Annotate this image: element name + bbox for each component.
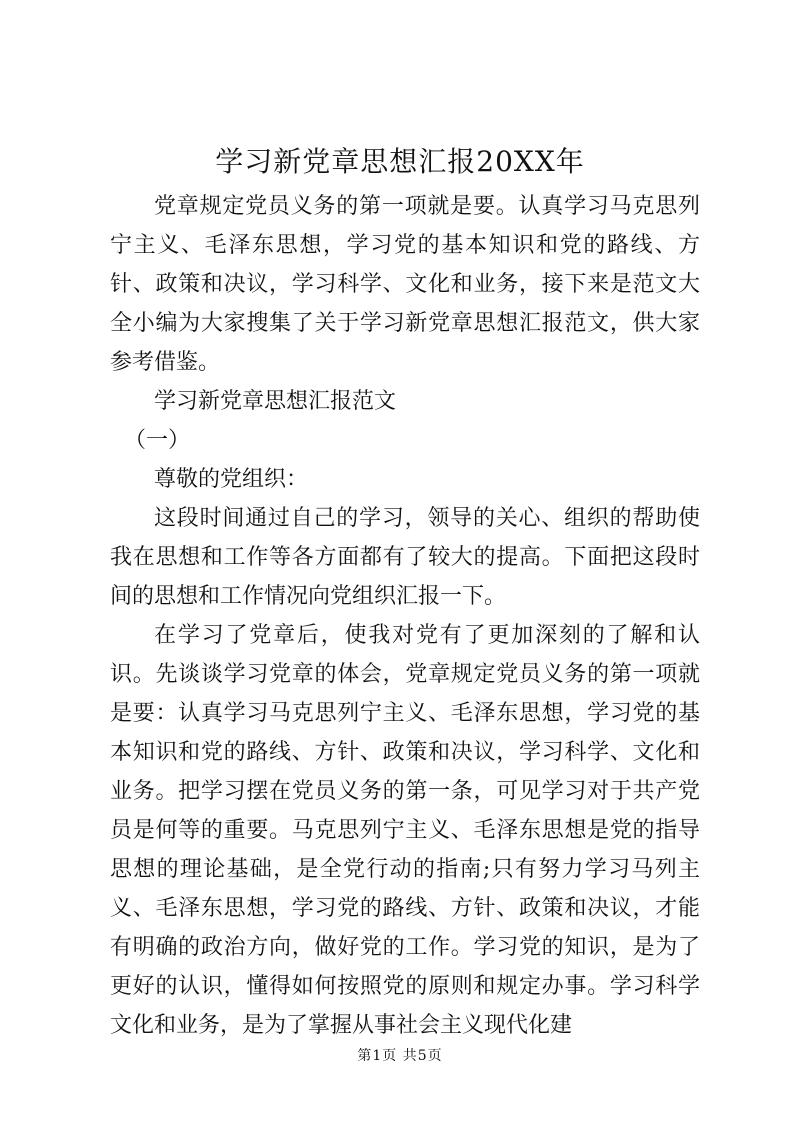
paragraph-progress: 这段时间通过自己的学习，领导的关心、组织的帮助使我在思想和工作等各方面都有了较大的提高。下面把这段时间的思想和工作情况向党组织汇报一下。 — [110, 506, 700, 609]
document-body — [110, 187, 700, 1045]
paragraph-intro: 党章规定党员义务的第一项就是要。认真学习马克思列宁主义、毛泽东思想，学习党的基本知识和党的路线、方针、政策和决议，学习科学、文化和业务，接下来是范文大全小编为大家搜集了关于学习新党章思想汇报范文，供大家参考借鉴。 — [110, 194, 700, 375]
section-number: （一） — [124, 428, 191, 453]
section-heading: 学习新党章思想汇报范文 — [154, 389, 397, 414]
document-title: 学习新党章思想汇报20XX年 — [215, 145, 585, 178]
paragraph-study: 在学习了党章后，使我对党有了更加深刻的了解和认识。先谈谈学习党章的体会，党章规定党员义务的第一项就是要：认真学习马克思列宁主义、毛泽东思想，学习党的基本知识和党的路线、方针、政策和决议，学习科学、文化和业务。把学习摆在党员义务的第一条，可见学习对于共产党员是何等的重要。马克思列宁主义、毛泽东思想是党的指导思想的理论基础，是全党行动的指南;只有努力学习马列主义、毛泽东思想，学习党的路线、方针、政策和决议，才能有明确的政治方向，做好党的工作。学习党的知识，是为了更好的认识，懂得如何按照党的原则和规定办事。学习科学文化和业务，是为了掌握从事社会主义现代化建 — [110, 623, 700, 1038]
salutation: 尊敬的党组织： — [154, 467, 309, 492]
page-number-footer: 第1页 共5页 — [357, 1048, 443, 1064]
